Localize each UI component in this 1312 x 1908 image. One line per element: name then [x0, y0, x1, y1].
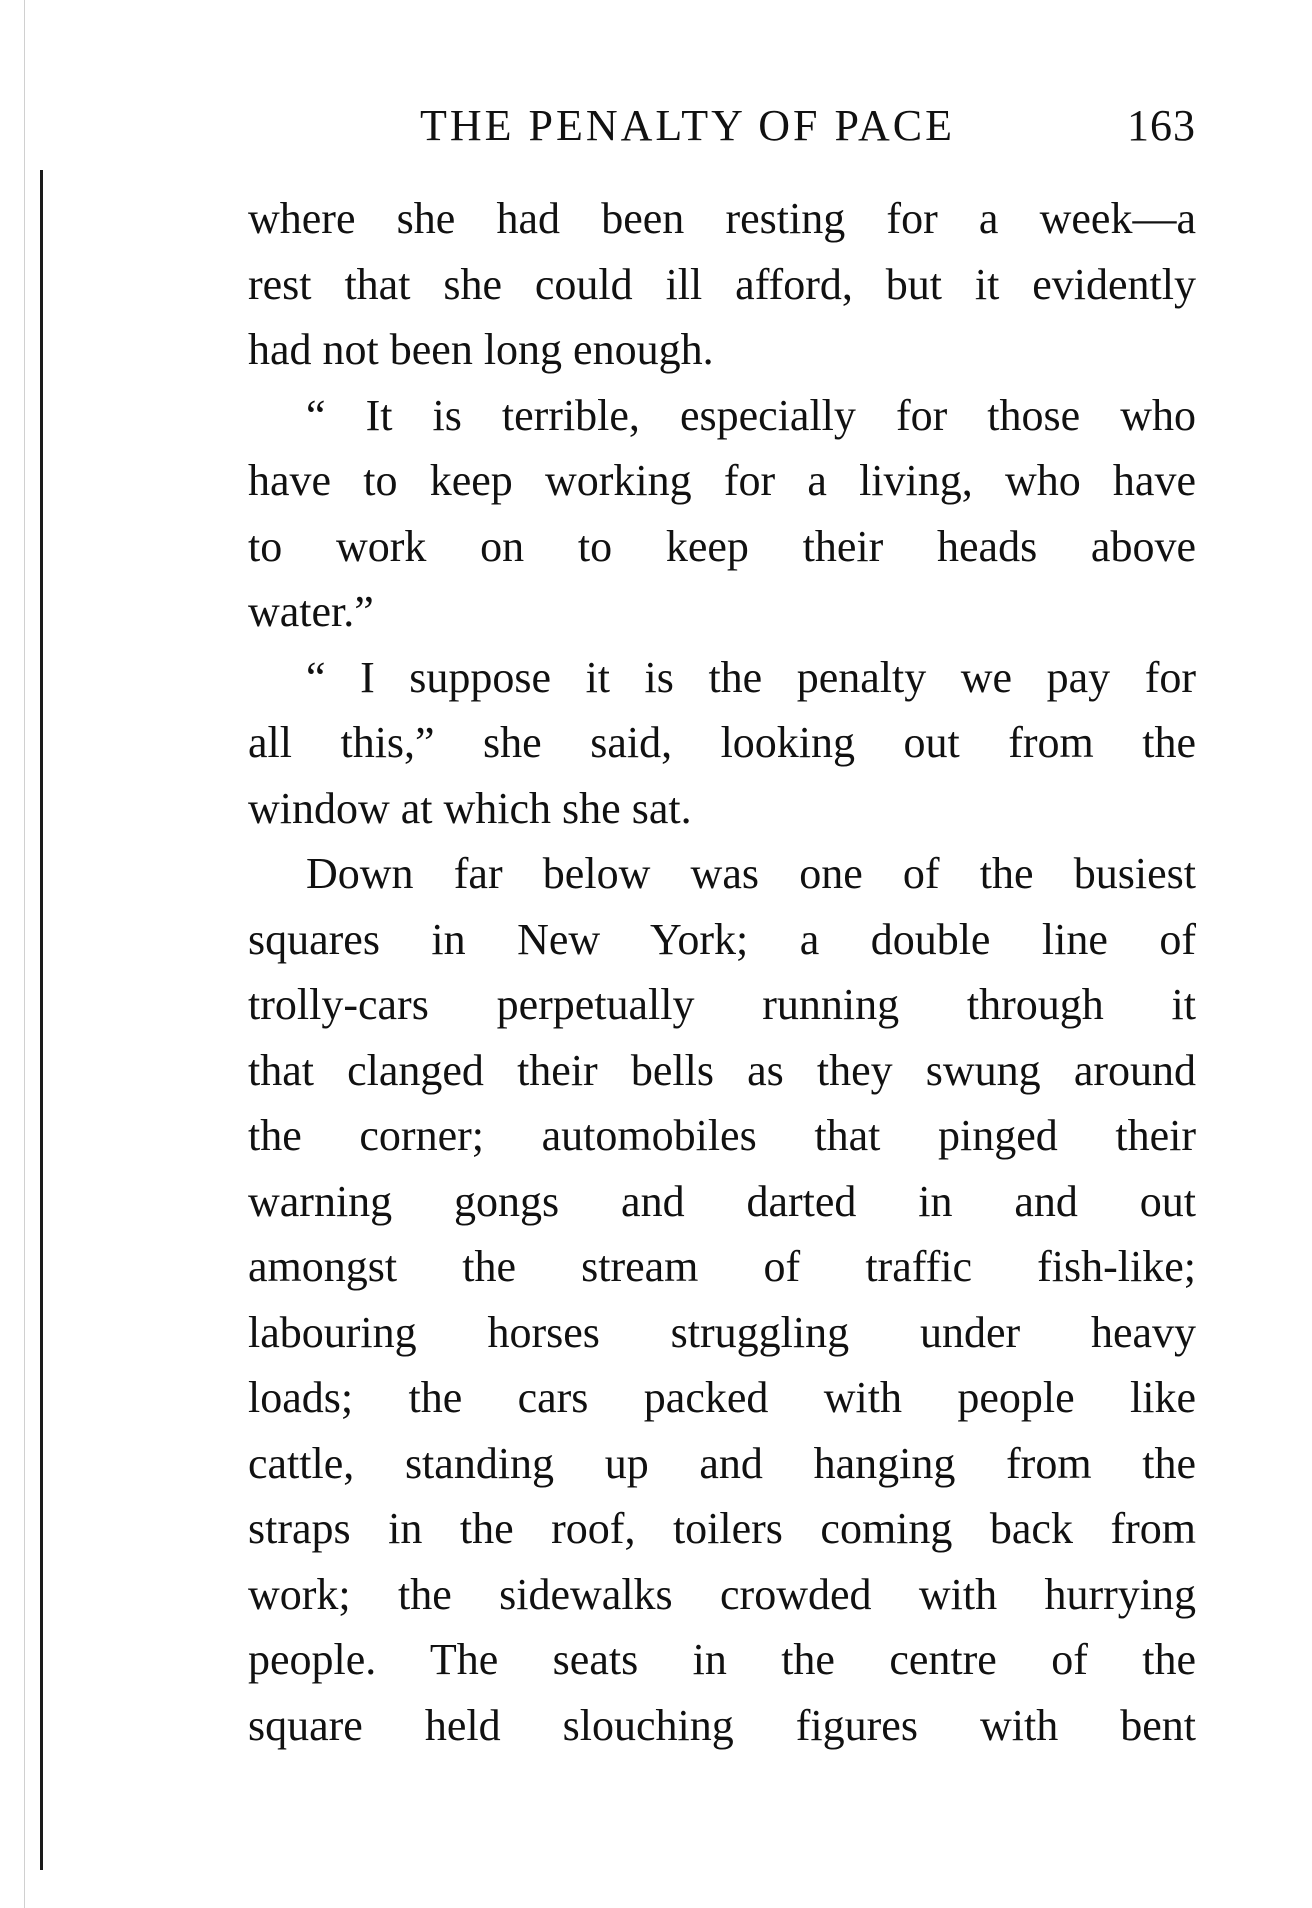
text-line: work; the sidewalks crowded with hurrying — [248, 1569, 1196, 1619]
text-line: “ I suppose it is the penalty we pay for — [306, 652, 1196, 702]
page-number: 163 — [1127, 101, 1196, 150]
text-line: window at which she sat. — [248, 783, 692, 833]
running-title: THE PENALTY OF PACE — [420, 101, 955, 150]
text-line: trolly-cars perpetually running through it — [248, 980, 1196, 1029]
text-line: that clanged their bells as they swung around — [248, 1045, 1196, 1095]
page-gutter-shadow — [24, 0, 25, 1908]
text-line: loads; the cars packed with people like — [248, 1373, 1196, 1422]
text-line: people. The seats in the centre of the — [248, 1635, 1196, 1684]
text-line: water.” — [248, 587, 374, 636]
text-line: squares in New York; a double line of — [248, 914, 1196, 964]
text-line: the corner; automobiles that pinged their — [248, 1111, 1196, 1160]
text-line: straps in the roof, toilers coming back from — [248, 1504, 1196, 1553]
text-line: Down far below was one of the busiest — [306, 849, 1196, 898]
text-line: amongst the stream of traffic fish-like; — [248, 1242, 1196, 1291]
body-text — [248, 186, 1196, 1758]
text-line: to work on to keep their heads above — [248, 521, 1196, 571]
text-line: rest that she could ill afford, but it evidently — [248, 259, 1196, 309]
page-gutter-edge — [40, 170, 43, 1870]
page-header — [248, 100, 1196, 160]
text-line: have to keep working for a living, who have — [248, 456, 1196, 505]
text-line: had not been long enough. — [248, 325, 714, 374]
text-line: labouring horses struggling under heavy — [248, 1307, 1196, 1357]
text-line: warning gongs and darted in and out — [248, 1176, 1196, 1226]
text-line: cattle, standing up and hanging from the — [248, 1438, 1196, 1488]
text-line: “ It is terrible, especially for those who — [306, 390, 1196, 440]
text-line: all this,” she said, looking out from the — [248, 718, 1196, 767]
text-line: where she had been resting for a week—a — [248, 194, 1196, 243]
text-line: square held slouching figures with bent — [248, 1700, 1196, 1750]
